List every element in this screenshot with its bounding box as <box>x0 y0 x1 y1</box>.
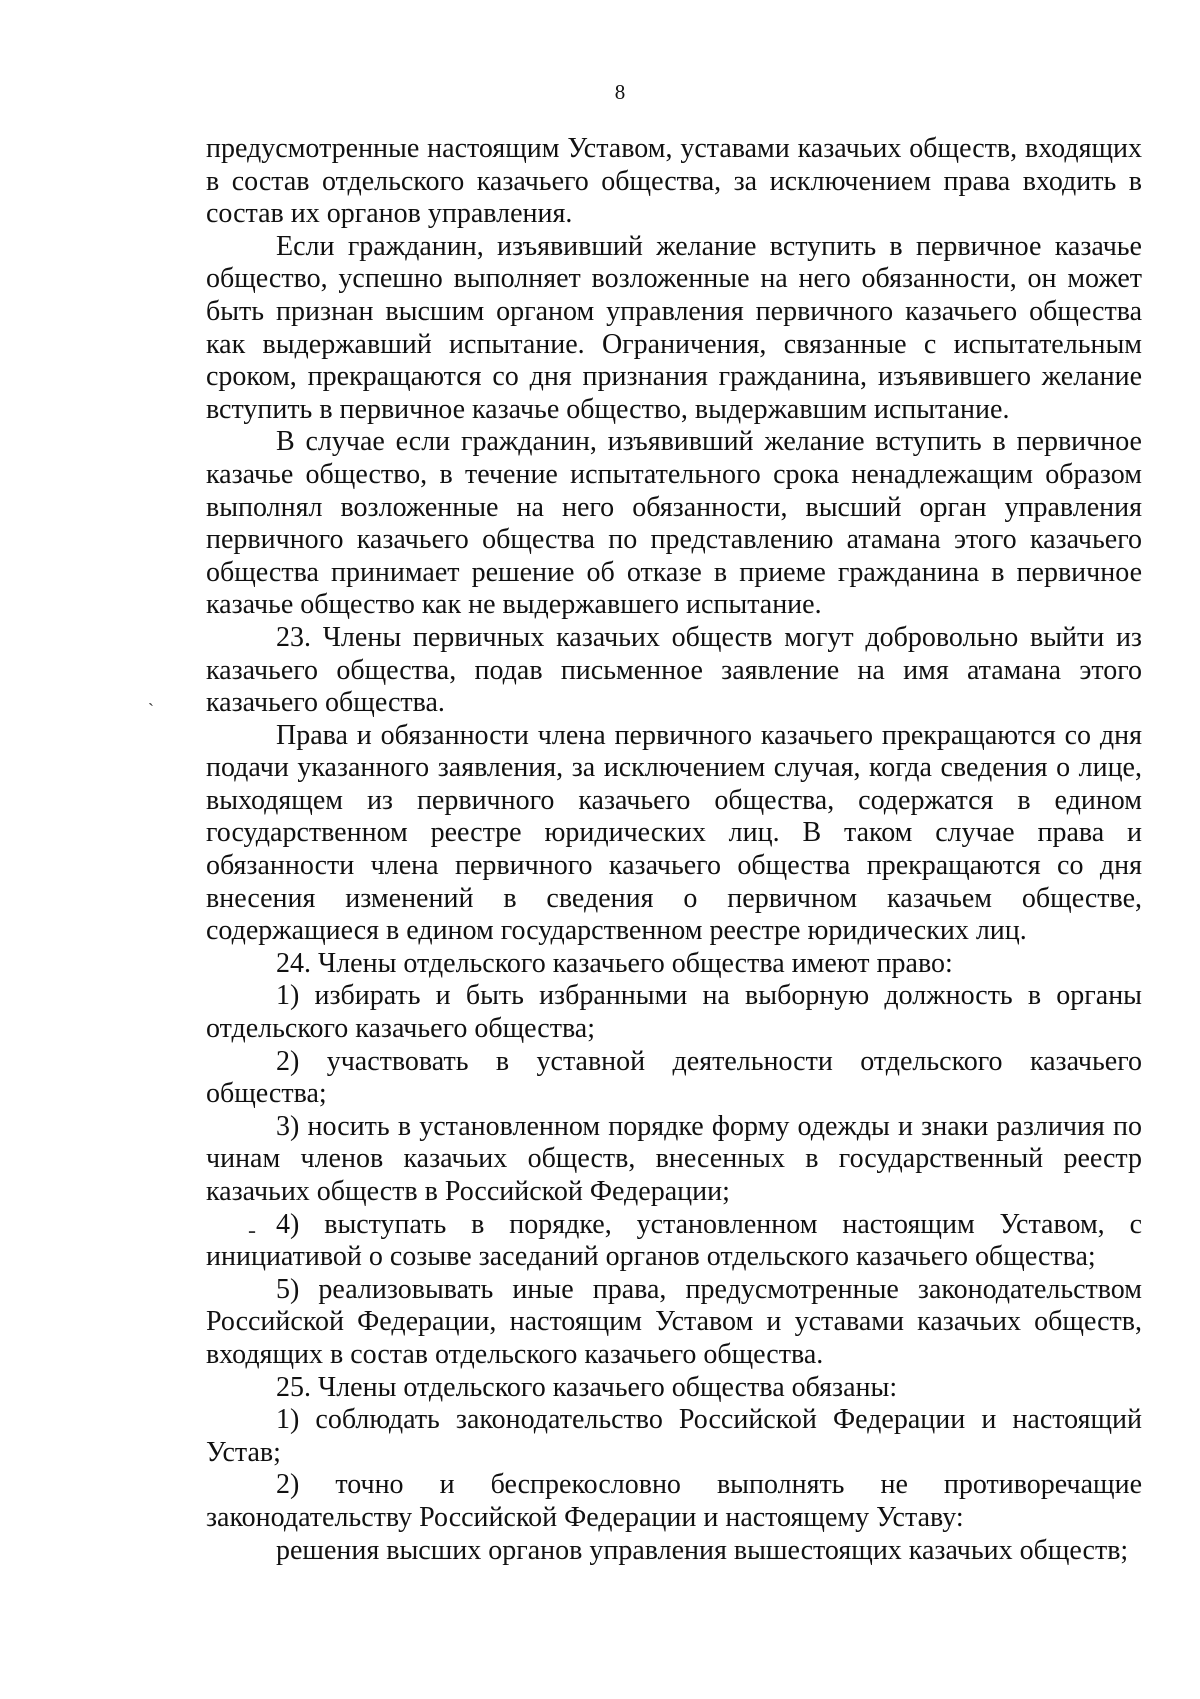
clause-23: 23. Члены первичных казачьих обществ могут добровольно выйти из казачьего общества, подав письменное заявление на имя атамана этого казачьего общества. <box>206 621 1142 719</box>
list-item: 2) точно и беспрекословно выполнять не противоречащие законодательству Российской Федерации и настоящему Уставу: <box>206 1469 1142 1533</box>
list-item: 3) носить в установленном порядке форму одежды и знаки различия по чинам членов казачьих обществ, внесенных в государственный реестр казачьих обществ в Российской Федерации; <box>206 1110 1142 1207</box>
margin-dash-mark: - <box>248 1218 256 1244</box>
clause-25-heading: 25. Члены отдельского казачьего общества обязаны: <box>276 1371 898 1403</box>
paragraph: Права и обязанности члена первичного казачьего прекращаются со дня подачи указанного заявления, за исключением случая, когда сведения о лице, выходящем из первичного казачьего общества, содержатся в едином государственном реестре юридических лиц. В таком случае права и обязанности члена первичного казачьего общества прекращаются со дня внесения изменений в сведения о первичном казачьем обществе, содержащиеся в едином государственном реестре юридических лиц. <box>206 719 1142 947</box>
paragraph: Если гражданин, изъявивший желание вступить в первичное казачье общество, успешно выполняет возложенные на него обязанности, он может быть признан высшим органом управления первичного казачьего общества как выдержавший испытание. Ограничения, связанные с испытательным сроком, прекращаются со дня признания гражданина, изъявившего желание вступить в первичное казачье общество, выдержавшим испытание. <box>206 230 1142 425</box>
paragraph: решения высших органов управления вышестоящих казачьих обществ; <box>276 1534 1129 1566</box>
list-item: 4) выступать в порядке, установленном настоящим Уставом, с инициативой о созыве заседаний органов отдельского казачьего общества; <box>206 1208 1142 1273</box>
clause-24-heading: 24. Члены отдельского казачьего общества имеют право: <box>276 947 953 979</box>
list-item: 1) соблюдать законодательство Российской Федерации и настоящий Устав; <box>206 1404 1142 1468</box>
document-body <box>206 133 1142 1567</box>
list-item: 5) реализовывать иные права, предусмотренные законодательством Российской Федерации, настоящим Уставом и уставами казачьих обществ, входящих в состав отдельского казачьего общества. <box>206 1273 1142 1370</box>
paragraph: предусмотренные настоящим Уставом, уставами казачьих обществ, входящих в состав отдельского казачьего общества, за исключением права входить в состав их органов управления. <box>206 133 1142 230</box>
list-item: 2) участвовать в уставной деятельности отдельского казачьего общества; <box>206 1045 1142 1110</box>
paragraph: В случае если гражданин, изъявивший желание вступить в первичное казачье общество, в течение испытательного срока ненадлежащим образом выполнял возложенные на него обязанности, высший орган управления первичного казачьего общества по представлению атамана этого казачьего общества принимает решение об отказе в приеме гражданина в первичное казачье общество как не выдержавшего испытание. <box>206 426 1142 621</box>
page-number: 8 <box>614 80 626 104</box>
margin-tick-mark: ˋ <box>148 700 154 720</box>
list-item: 1) избирать и быть избранными на выборную должность в органы отдельского казачьего общества; <box>206 980 1142 1045</box>
